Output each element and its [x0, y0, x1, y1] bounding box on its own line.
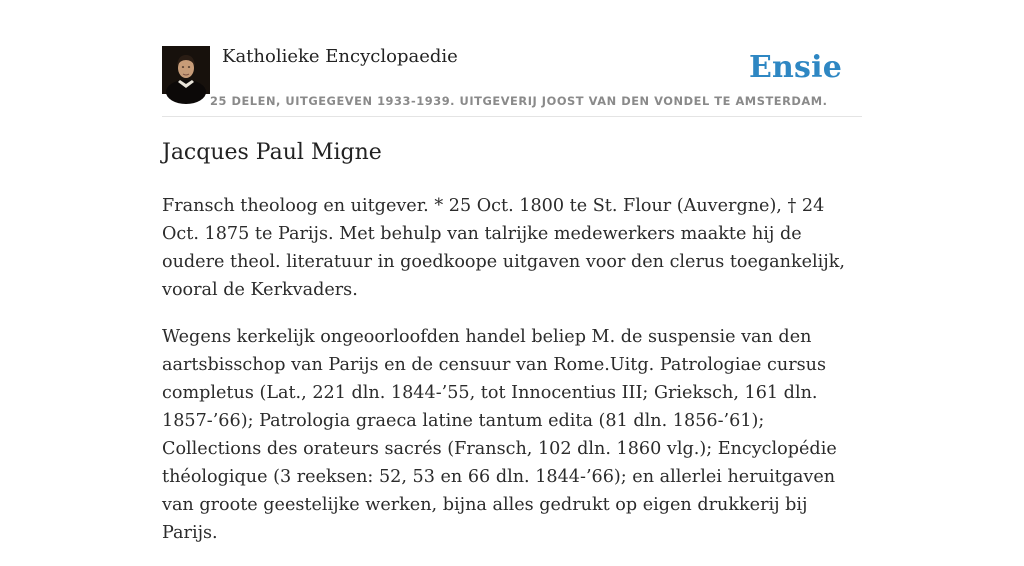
ensie-logo-link[interactable]: Ensie [748, 50, 842, 85]
portrait-icon [162, 46, 210, 94]
source-subtitle: 25 DELEN, UITGEGEVEN 1933-1939. UITGEVERIJ JOOST VAN DEN VONDEL TE AMSTERDAM. [210, 94, 828, 108]
source-header [162, 46, 862, 117]
article-paragraph: Wegens kerkelijk ongeoorloofden handel beliep M. de suspensie van den aartsbisschop van Parijs en de censuur van Rome.Uitg. Patrologiae cursus completus (Lat., 221 dln. 1844-’55, tot Innocentius III; Grieksch, 161 dln. 1857-’66); Patrologia graeca latine tantum edita (81 dln. 1856-’61); Collections des orateurs sacrés (Fransch, 102 dln. 1860 vlg.); Encyclopédie théologique (3 reeksen: 52, 53 en 66 dln. 1844-’66); en allerlei heruitgaven van groote geestelijke werken, bijna alles gedrukt op eigen drukkerij bij Parijs. [162, 327, 837, 543]
article-body [162, 192, 862, 566]
source-avatar[interactable] [162, 46, 210, 94]
article-title: Jacques Paul Migne [162, 140, 382, 165]
article-paragraph: Fransch theoloog en uitgever. * 25 Oct. 1800 te St. Flour (Auvergne), † 24 Oct. 1875 te Parijs. Met behulp van talrijke medewerkers maakte hij de oudere theol. literatuur in goedkoope uitgaven voor den clerus toegankelijk, vooral de Kerkvaders. [162, 196, 846, 300]
source-title[interactable]: Katholieke Encyclopaedie [222, 46, 458, 67]
